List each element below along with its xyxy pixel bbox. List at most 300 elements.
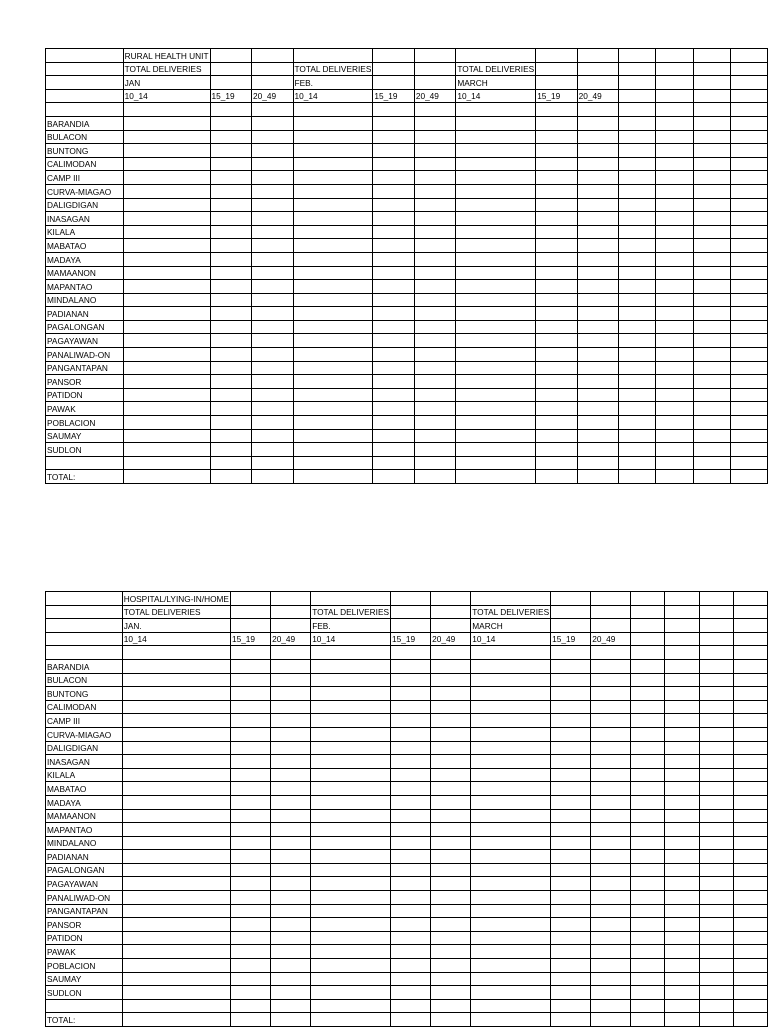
empty-cell[interactable]	[271, 727, 311, 741]
empty-cell[interactable]	[293, 361, 373, 375]
empty-cell[interactable]	[577, 103, 618, 117]
total-deliveries-label-cell[interactable]	[311, 605, 391, 619]
empty-cell[interactable]	[551, 700, 591, 714]
empty-cell[interactable]	[730, 470, 767, 484]
empty-cell[interactable]	[414, 307, 455, 321]
empty-cell[interactable]	[373, 103, 414, 117]
empty-cell[interactable]	[699, 727, 733, 741]
empty-cell[interactable]	[431, 999, 471, 1013]
empty-cell[interactable]	[693, 334, 730, 348]
empty-cell[interactable]	[733, 809, 767, 823]
empty-cell[interactable]	[230, 904, 270, 918]
empty-cell[interactable]	[373, 429, 414, 443]
empty-cell[interactable]	[471, 592, 551, 606]
empty-cell[interactable]	[122, 823, 230, 837]
empty-cell[interactable]	[123, 171, 210, 185]
empty-cell[interactable]	[730, 402, 767, 416]
empty-cell[interactable]	[471, 999, 551, 1013]
empty-cell[interactable]	[693, 130, 730, 144]
empty-cell[interactable]	[665, 863, 699, 877]
empty-cell[interactable]	[373, 307, 414, 321]
empty-cell[interactable]	[656, 62, 693, 76]
empty-cell[interactable]	[699, 605, 733, 619]
empty-cell[interactable]	[123, 375, 210, 389]
empty-cell[interactable]	[230, 891, 270, 905]
empty-cell[interactable]	[591, 782, 631, 796]
empty-cell[interactable]	[456, 348, 536, 362]
month-label-cell[interactable]	[471, 619, 551, 633]
empty-cell[interactable]	[471, 1013, 551, 1027]
empty-cell[interactable]	[414, 443, 455, 457]
empty-cell[interactable]	[536, 470, 577, 484]
empty-cell[interactable]	[577, 375, 618, 389]
empty-cell[interactable]	[456, 103, 536, 117]
empty-cell[interactable]	[252, 49, 293, 63]
empty-cell[interactable]	[431, 904, 471, 918]
empty-cell[interactable]	[414, 293, 455, 307]
empty-cell[interactable]	[230, 850, 270, 864]
empty-cell[interactable]	[391, 768, 431, 782]
empty-cell[interactable]	[471, 673, 551, 687]
empty-cell[interactable]	[693, 171, 730, 185]
empty-cell[interactable]	[577, 76, 618, 90]
empty-cell[interactable]	[591, 646, 631, 660]
empty-cell[interactable]	[699, 687, 733, 701]
empty-cell[interactable]	[631, 891, 665, 905]
empty-cell[interactable]	[210, 280, 251, 294]
empty-cell[interactable]	[414, 157, 455, 171]
empty-cell[interactable]	[656, 103, 693, 117]
empty-cell[interactable]	[123, 388, 210, 402]
empty-cell[interactable]	[551, 619, 591, 633]
empty-cell[interactable]	[123, 130, 210, 144]
empty-cell[interactable]	[311, 959, 391, 973]
barangay-name-cell[interactable]	[46, 714, 123, 728]
empty-cell[interactable]	[311, 836, 391, 850]
empty-cell[interactable]	[733, 863, 767, 877]
empty-cell[interactable]	[391, 891, 431, 905]
barangay-name-cell[interactable]	[46, 741, 123, 755]
empty-cell[interactable]	[414, 239, 455, 253]
empty-cell[interactable]	[293, 470, 373, 484]
empty-cell[interactable]	[230, 714, 270, 728]
empty-cell[interactable]	[631, 659, 665, 673]
empty-cell[interactable]	[730, 103, 767, 117]
empty-cell[interactable]	[252, 266, 293, 280]
total-deliveries-label-cell[interactable]	[123, 62, 210, 76]
barangay-name-cell[interactable]	[46, 863, 123, 877]
empty-cell[interactable]	[210, 429, 251, 443]
barangay-name-cell[interactable]	[46, 416, 124, 430]
empty-cell[interactable]	[311, 999, 391, 1013]
barangay-name-cell[interactable]	[46, 402, 124, 416]
age-group-header-cell[interactable]	[373, 89, 414, 103]
empty-cell[interactable]	[551, 850, 591, 864]
empty-cell[interactable]	[730, 320, 767, 334]
empty-cell[interactable]	[551, 755, 591, 769]
empty-cell[interactable]	[656, 157, 693, 171]
empty-cell[interactable]	[577, 334, 618, 348]
barangay-name-cell[interactable]	[46, 727, 123, 741]
empty-cell[interactable]	[252, 184, 293, 198]
empty-cell[interactable]	[431, 945, 471, 959]
empty-cell[interactable]	[733, 768, 767, 782]
empty-cell[interactable]	[631, 809, 665, 823]
empty-cell[interactable]	[293, 116, 373, 130]
empty-cell[interactable]	[414, 375, 455, 389]
empty-cell[interactable]	[536, 416, 577, 430]
empty-cell[interactable]	[577, 252, 618, 266]
empty-cell[interactable]	[123, 239, 210, 253]
empty-cell[interactable]	[293, 429, 373, 443]
empty-cell[interactable]	[391, 1013, 431, 1027]
empty-cell[interactable]	[271, 619, 311, 633]
barangay-name-cell[interactable]	[46, 266, 124, 280]
empty-cell[interactable]	[230, 931, 270, 945]
empty-cell[interactable]	[665, 1013, 699, 1027]
empty-cell[interactable]	[293, 416, 373, 430]
empty-cell[interactable]	[293, 293, 373, 307]
empty-cell[interactable]	[471, 877, 551, 891]
empty-cell[interactable]	[471, 891, 551, 905]
empty-cell[interactable]	[431, 714, 471, 728]
empty-cell[interactable]	[456, 429, 536, 443]
empty-cell[interactable]	[619, 293, 656, 307]
empty-cell[interactable]	[665, 687, 699, 701]
empty-cell[interactable]	[577, 293, 618, 307]
empty-cell[interactable]	[414, 212, 455, 226]
empty-cell[interactable]	[471, 768, 551, 782]
empty-cell[interactable]	[252, 456, 293, 470]
empty-cell[interactable]	[210, 348, 251, 362]
empty-cell[interactable]	[619, 429, 656, 443]
empty-cell[interactable]	[591, 986, 631, 1000]
empty-cell[interactable]	[271, 863, 311, 877]
empty-cell[interactable]	[293, 388, 373, 402]
empty-cell[interactable]	[123, 320, 210, 334]
empty-cell[interactable]	[122, 809, 230, 823]
empty-cell[interactable]	[699, 877, 733, 891]
empty-cell[interactable]	[693, 103, 730, 117]
empty-cell[interactable]	[551, 863, 591, 877]
empty-cell[interactable]	[536, 62, 577, 76]
empty-cell[interactable]	[414, 49, 455, 63]
empty-cell[interactable]	[577, 198, 618, 212]
empty-cell[interactable]	[311, 795, 391, 809]
empty-cell[interactable]	[730, 456, 767, 470]
empty-cell[interactable]	[551, 891, 591, 905]
empty-cell[interactable]	[122, 959, 230, 973]
empty-cell[interactable]	[391, 931, 431, 945]
empty-cell[interactable]	[373, 212, 414, 226]
empty-cell[interactable]	[414, 456, 455, 470]
empty-cell[interactable]	[699, 809, 733, 823]
empty-cell[interactable]	[665, 646, 699, 660]
empty-cell[interactable]	[391, 850, 431, 864]
empty-cell[interactable]	[210, 198, 251, 212]
empty-cell[interactable]	[471, 782, 551, 796]
empty-cell[interactable]	[431, 823, 471, 837]
empty-cell[interactable]	[373, 388, 414, 402]
empty-cell[interactable]	[730, 76, 767, 90]
empty-cell[interactable]	[431, 959, 471, 973]
empty-cell[interactable]	[271, 755, 311, 769]
empty-cell[interactable]	[230, 877, 270, 891]
empty-cell[interactable]	[373, 456, 414, 470]
empty-cell[interactable]	[577, 144, 618, 158]
empty-cell[interactable]	[665, 700, 699, 714]
barangay-name-cell[interactable]	[46, 388, 124, 402]
empty-cell[interactable]	[391, 687, 431, 701]
empty-cell[interactable]	[619, 144, 656, 158]
empty-cell[interactable]	[456, 116, 536, 130]
empty-cell[interactable]	[656, 402, 693, 416]
empty-cell[interactable]	[210, 266, 251, 280]
empty-cell[interactable]	[431, 836, 471, 850]
empty-cell[interactable]	[293, 198, 373, 212]
barangay-name-cell[interactable]	[46, 293, 124, 307]
empty-cell[interactable]	[471, 741, 551, 755]
empty-cell[interactable]	[431, 727, 471, 741]
empty-cell[interactable]	[665, 755, 699, 769]
empty-cell[interactable]	[733, 1013, 767, 1027]
empty-cell[interactable]	[210, 239, 251, 253]
empty-cell[interactable]	[471, 850, 551, 864]
empty-cell[interactable]	[665, 931, 699, 945]
empty-cell[interactable]	[252, 116, 293, 130]
empty-cell[interactable]	[252, 293, 293, 307]
empty-cell[interactable]	[122, 768, 230, 782]
barangay-name-cell[interactable]	[46, 755, 123, 769]
empty-cell[interactable]	[536, 280, 577, 294]
empty-cell[interactable]	[733, 850, 767, 864]
empty-cell[interactable]	[656, 144, 693, 158]
empty-cell[interactable]	[656, 252, 693, 266]
empty-cell[interactable]	[577, 130, 618, 144]
empty-cell[interactable]	[536, 320, 577, 334]
barangay-name-cell[interactable]	[46, 212, 124, 226]
barangay-name-cell[interactable]	[46, 809, 123, 823]
empty-cell[interactable]	[414, 334, 455, 348]
empty-cell[interactable]	[271, 782, 311, 796]
empty-cell[interactable]	[665, 918, 699, 932]
barangay-name-cell[interactable]	[46, 986, 123, 1000]
empty-cell[interactable]	[414, 225, 455, 239]
empty-cell[interactable]	[230, 972, 270, 986]
empty-cell[interactable]	[693, 144, 730, 158]
empty-cell[interactable]	[577, 239, 618, 253]
empty-cell[interactable]	[230, 659, 270, 673]
empty-cell[interactable]	[271, 891, 311, 905]
empty-cell[interactable]	[665, 714, 699, 728]
empty-cell[interactable]	[230, 782, 270, 796]
empty-cell[interactable]	[656, 429, 693, 443]
empty-cell[interactable]	[271, 659, 311, 673]
empty-cell[interactable]	[456, 130, 536, 144]
empty-cell[interactable]	[665, 619, 699, 633]
empty-cell[interactable]	[733, 795, 767, 809]
empty-cell[interactable]	[619, 361, 656, 375]
empty-cell[interactable]	[431, 687, 471, 701]
empty-cell[interactable]	[619, 348, 656, 362]
empty-cell[interactable]	[311, 687, 391, 701]
empty-cell[interactable]	[733, 714, 767, 728]
empty-cell[interactable]	[631, 768, 665, 782]
empty-cell[interactable]	[293, 266, 373, 280]
empty-cell[interactable]	[373, 293, 414, 307]
barangay-name-cell[interactable]	[46, 280, 124, 294]
empty-cell[interactable]	[699, 782, 733, 796]
empty-cell[interactable]	[210, 402, 251, 416]
barangay-name-cell[interactable]	[46, 171, 124, 185]
empty-cell[interactable]	[122, 782, 230, 796]
barangay-name-cell[interactable]	[46, 225, 124, 239]
empty-cell[interactable]	[391, 673, 431, 687]
empty-cell[interactable]	[293, 443, 373, 457]
empty-cell[interactable]	[293, 184, 373, 198]
empty-cell[interactable]	[414, 130, 455, 144]
empty-cell[interactable]	[619, 157, 656, 171]
empty-cell[interactable]	[373, 76, 414, 90]
empty-cell[interactable]	[391, 659, 431, 673]
empty-cell[interactable]	[591, 836, 631, 850]
empty-cell[interactable]	[431, 877, 471, 891]
barangay-name-cell[interactable]	[46, 945, 123, 959]
empty-cell[interactable]	[536, 443, 577, 457]
empty-cell[interactable]	[733, 755, 767, 769]
empty-cell[interactable]	[293, 130, 373, 144]
empty-cell[interactable]	[631, 755, 665, 769]
age-group-header-cell[interactable]	[414, 89, 455, 103]
empty-cell[interactable]	[631, 592, 665, 606]
empty-cell[interactable]	[414, 252, 455, 266]
empty-cell[interactable]	[631, 1013, 665, 1027]
empty-cell[interactable]	[122, 1013, 230, 1027]
empty-cell[interactable]	[293, 171, 373, 185]
empty-cell[interactable]	[271, 700, 311, 714]
total-deliveries-label-cell[interactable]	[122, 605, 230, 619]
empty-cell[interactable]	[551, 877, 591, 891]
empty-cell[interactable]	[693, 252, 730, 266]
empty-cell[interactable]	[456, 375, 536, 389]
empty-cell[interactable]	[699, 918, 733, 932]
empty-cell[interactable]	[619, 470, 656, 484]
empty-cell[interactable]	[311, 918, 391, 932]
empty-cell[interactable]	[536, 252, 577, 266]
empty-cell[interactable]	[46, 632, 123, 646]
empty-cell[interactable]	[619, 225, 656, 239]
empty-cell[interactable]	[210, 225, 251, 239]
month-label-cell[interactable]	[456, 76, 536, 90]
empty-cell[interactable]	[551, 999, 591, 1013]
empty-cell[interactable]	[311, 823, 391, 837]
empty-cell[interactable]	[391, 877, 431, 891]
empty-cell[interactable]	[730, 443, 767, 457]
empty-cell[interactable]	[271, 972, 311, 986]
empty-cell[interactable]	[391, 972, 431, 986]
empty-cell[interactable]	[373, 402, 414, 416]
empty-cell[interactable]	[252, 198, 293, 212]
empty-cell[interactable]	[619, 375, 656, 389]
empty-cell[interactable]	[699, 904, 733, 918]
empty-cell[interactable]	[730, 266, 767, 280]
empty-cell[interactable]	[271, 836, 311, 850]
empty-cell[interactable]	[733, 836, 767, 850]
empty-cell[interactable]	[271, 605, 311, 619]
empty-cell[interactable]	[414, 361, 455, 375]
empty-cell[interactable]	[431, 619, 471, 633]
empty-cell[interactable]	[230, 836, 270, 850]
empty-cell[interactable]	[391, 700, 431, 714]
empty-cell[interactable]	[46, 456, 124, 470]
empty-cell[interactable]	[414, 402, 455, 416]
empty-cell[interactable]	[665, 904, 699, 918]
empty-cell[interactable]	[699, 999, 733, 1013]
empty-cell[interactable]	[699, 673, 733, 687]
empty-cell[interactable]	[631, 863, 665, 877]
empty-cell[interactable]	[551, 986, 591, 1000]
empty-cell[interactable]	[414, 116, 455, 130]
empty-cell[interactable]	[271, 823, 311, 837]
empty-cell[interactable]	[619, 62, 656, 76]
empty-cell[interactable]	[311, 877, 391, 891]
empty-cell[interactable]	[373, 416, 414, 430]
empty-cell[interactable]	[693, 62, 730, 76]
empty-cell[interactable]	[252, 307, 293, 321]
empty-cell[interactable]	[730, 171, 767, 185]
barangay-name-cell[interactable]	[46, 361, 124, 375]
empty-cell[interactable]	[271, 999, 311, 1013]
empty-cell[interactable]	[271, 592, 311, 606]
empty-cell[interactable]	[631, 673, 665, 687]
empty-cell[interactable]	[431, 918, 471, 932]
empty-cell[interactable]	[665, 972, 699, 986]
empty-cell[interactable]	[271, 809, 311, 823]
empty-cell[interactable]	[656, 212, 693, 226]
empty-cell[interactable]	[252, 157, 293, 171]
empty-cell[interactable]	[391, 823, 431, 837]
empty-cell[interactable]	[631, 918, 665, 932]
empty-cell[interactable]	[730, 388, 767, 402]
empty-cell[interactable]	[536, 116, 577, 130]
empty-cell[interactable]	[693, 198, 730, 212]
empty-cell[interactable]	[414, 198, 455, 212]
age-group-header-cell[interactable]	[577, 89, 618, 103]
empty-cell[interactable]	[230, 673, 270, 687]
empty-cell[interactable]	[665, 809, 699, 823]
empty-cell[interactable]	[631, 972, 665, 986]
empty-cell[interactable]	[577, 456, 618, 470]
empty-cell[interactable]	[293, 225, 373, 239]
empty-cell[interactable]	[210, 62, 251, 76]
empty-cell[interactable]	[391, 809, 431, 823]
empty-cell[interactable]	[230, 809, 270, 823]
barangay-name-cell[interactable]	[46, 972, 123, 986]
barangay-name-cell[interactable]	[46, 144, 124, 158]
empty-cell[interactable]	[391, 755, 431, 769]
empty-cell[interactable]	[631, 782, 665, 796]
empty-cell[interactable]	[311, 986, 391, 1000]
empty-cell[interactable]	[693, 76, 730, 90]
empty-cell[interactable]	[536, 348, 577, 362]
empty-cell[interactable]	[293, 252, 373, 266]
empty-cell[interactable]	[311, 727, 391, 741]
total-deliveries-label-cell[interactable]	[293, 62, 373, 76]
empty-cell[interactable]	[252, 239, 293, 253]
empty-cell[interactable]	[252, 62, 293, 76]
barangay-name-cell[interactable]	[46, 307, 124, 321]
empty-cell[interactable]	[619, 239, 656, 253]
